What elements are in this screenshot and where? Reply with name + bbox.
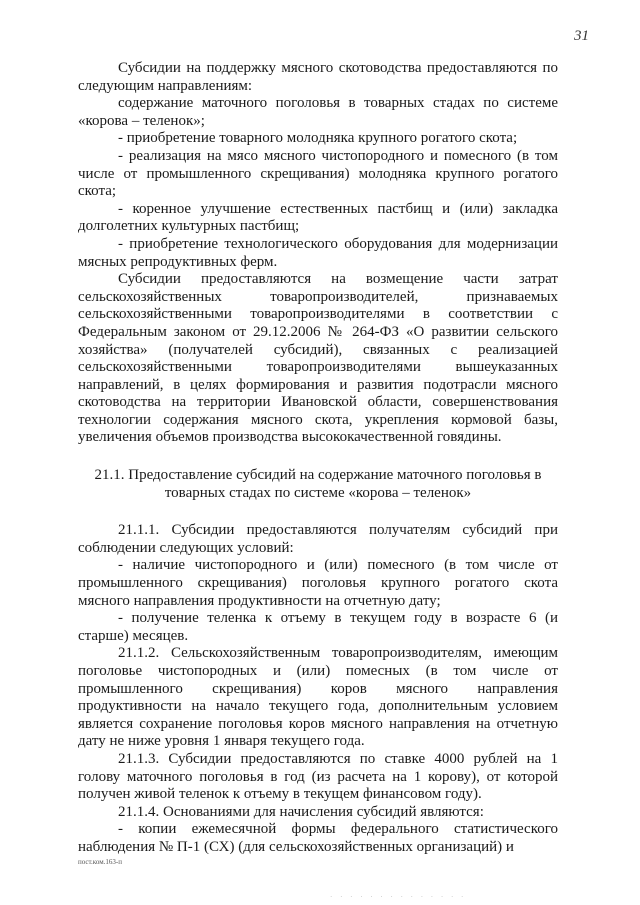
clause-21-1-3: 21.1.3. Субсидии предоставляются по ставке 4000 рублей на 1 голову маточного поголовья в год (из расчета на 1 корову), от которой получен живой теленок к отъему в текущем финансовом году). bbox=[78, 750, 558, 803]
purpose-paragraph: Субсидии предоставляются на возмещение части затрат сельскохозяйственных товаропроизводителей, признаваемых сельскохозяйственными товаропроизводителями в соответствии с Федеральным законом от 29.12.2006 № 264-ФЗ «О развитии сельского хозяйства» (получателей субсидий), связанных с реализацией сельскохозяйственными товаропроизводителями вышеуказанных направлений, в целях формирования и развития подотрасли мясного скотоводства на территории Ивановской области, совершенствования технологии содержания мясного скота, укрепления кормовой базы, увеличения объемов производства высококачественной говядины. bbox=[78, 271, 558, 446]
scan-artifact: · · · · · · · · · · · · · · bbox=[330, 893, 467, 901]
clause-21-1-2: 21.1.2. Сельскохозяйственным товаропроизводителям, имеющим поголовье чистопородных и (или) помесных (в том числе от промышленного скрещивания) коров мясного направления продуктивности на начало текущего года, дополнительным условием является сохранение поголовья коров мясного направления на отчетную дату не ниже уровня 1 января текущего года. bbox=[78, 645, 558, 750]
basis-item-form-p1: - копии ежемесячной формы федерального статистического наблюдения № П-1 (СХ) (для сельскохозяйственных организаций) и bbox=[78, 821, 558, 855]
footer-code: пост.ком.163-п bbox=[78, 858, 122, 866]
condition-herd: - наличие чистопородного и (или) помесного (в том числе от промышленного скрещивания) поголовья крупного рогатого скота мясного направления продуктивности на отчетную дату; bbox=[78, 557, 558, 609]
clause-21-1-1: 21.1.1. Субсидии предоставляются получателям субсидий при соблюдении следующих условий: bbox=[78, 522, 558, 556]
list-item-cow-calf: содержание маточного поголовья в товарных стадах по системе «корова – теленок»; bbox=[78, 95, 558, 129]
clause-21-1-4: 21.1.4. Основаниями для начисления субсидий являются: bbox=[118, 803, 484, 820]
section-heading: 21.1. Предоставление субсидий на содержание маточного поголовья в товарных стадах по системе «корова – теленок» bbox=[94, 467, 542, 501]
page-number: 31 bbox=[574, 28, 589, 44]
document-body bbox=[78, 60, 558, 857]
list-item-equipment: - приобретение технологического оборудования для модернизации мясных репродуктивных ферм. bbox=[78, 235, 558, 270]
list-item-young-cattle: - приобретение товарного молодняка крупного рогатого скота; bbox=[118, 130, 518, 147]
list-item-pastures: - коренное улучшение естественных пастбищ и (или) закладка долголетних культурных пастбищ; bbox=[78, 200, 558, 235]
list-item-meat-sale: - реализация на мясо мясного чистопородного и помесного (в том числе от промышленного скрещивания) молодняка крупного рогатого скота; bbox=[78, 147, 558, 200]
condition-calf: - получение теленка к отъему в текущем году в возрасте 6 (и старше) месяцев. bbox=[78, 610, 558, 644]
intro-paragraph: Субсидии на поддержку мясного скотоводства предоставляются по следующим направлениям: bbox=[78, 60, 558, 94]
